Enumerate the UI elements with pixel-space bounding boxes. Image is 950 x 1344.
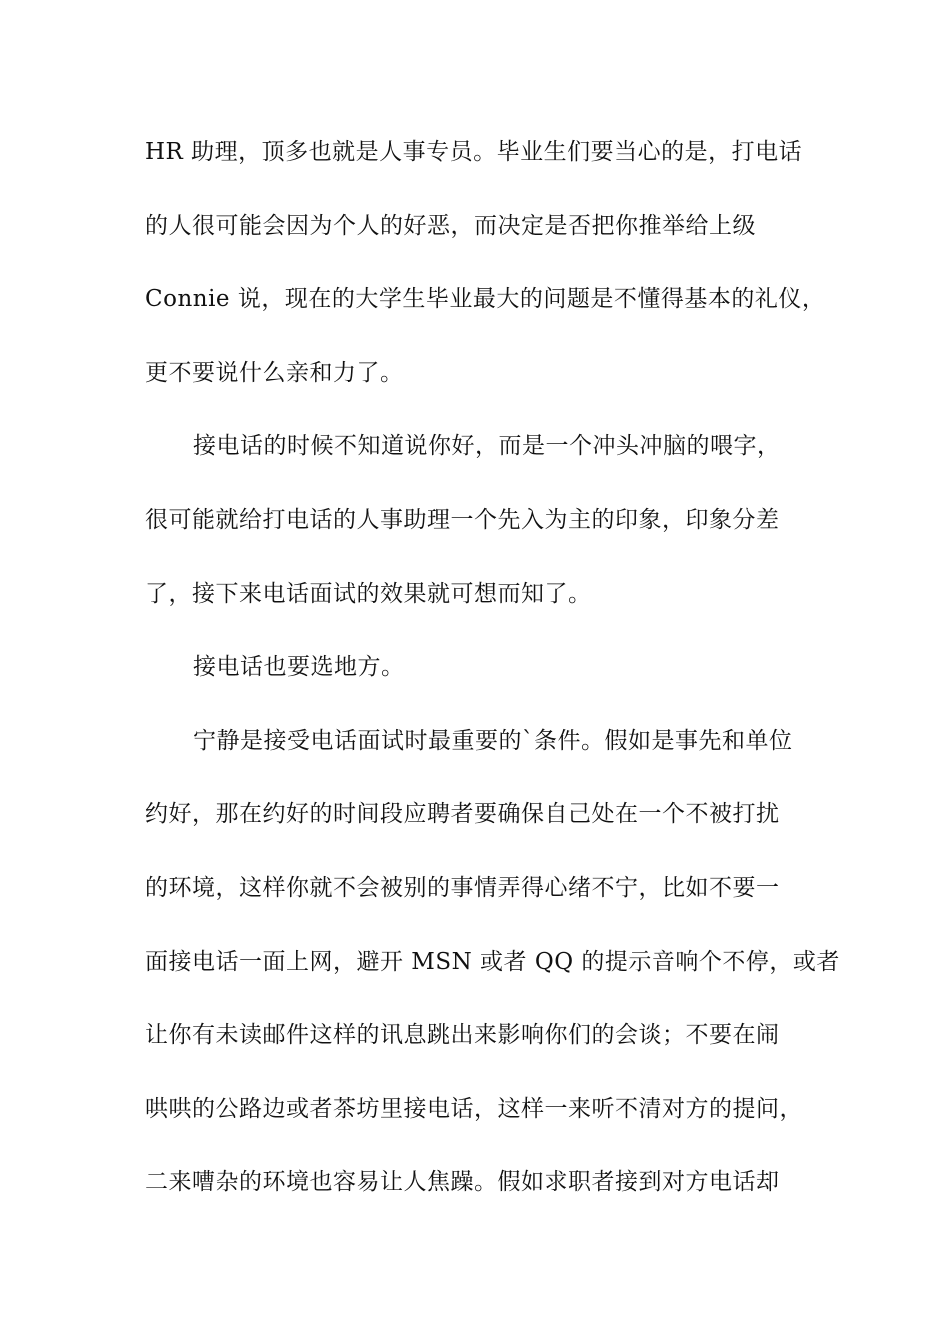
text-line: 的人很可能会因为个人的好恶，而决定是否把你推举给上级 (145, 212, 756, 239)
text-line: 的环境，这样你就不会被别的事情弄得心绪不宁，比如不要一 (145, 874, 780, 901)
text-line: 更不要说什么亲和力了。 (145, 359, 404, 386)
paragraph-first-line: 宁静是接受电话面试时最重要的`条件。假如是事先和单位 (193, 727, 793, 754)
text-line: 哄哄的公路边或者茶坊里接电话，这样一来听不清对方的提问， (145, 1095, 803, 1122)
document-body (145, 128, 840, 1232)
text-line: 二来嘈杂的环境也容易让人焦躁。假如求职者接到对方电话却 (145, 1169, 780, 1196)
paragraph-first-line: 接电话的时候不知道说你好，而是一个冲头冲脑的喂字， (193, 433, 781, 460)
text-line: HR 助理，顶多也就是人事专员。毕业生们要当心的是，打电话 (145, 139, 803, 165)
text-line: 让你有未读邮件这样的讯息跳出来影响你们的会谈；不要在闹 (145, 1022, 780, 1049)
text-line: Connie 说，现在的大学生毕业最大的问题是不懂得基本的礼仪， (145, 286, 826, 313)
paragraph-first-line: 接电话也要选地方。 (193, 654, 405, 681)
text-line: 约好，那在约好的时间段应聘者要确保自己处在一个不被打扰 (145, 801, 780, 828)
text-line: 了，接下来电话面试的效果就可想而知了。 (145, 580, 592, 607)
text-line: 很可能就给打电话的人事助理一个先入为主的印象，印象分差 (145, 506, 780, 533)
text-line: 面接电话一面上网，避开 MSN 或者 QQ 的提示音响个不停，或者 (145, 948, 840, 975)
